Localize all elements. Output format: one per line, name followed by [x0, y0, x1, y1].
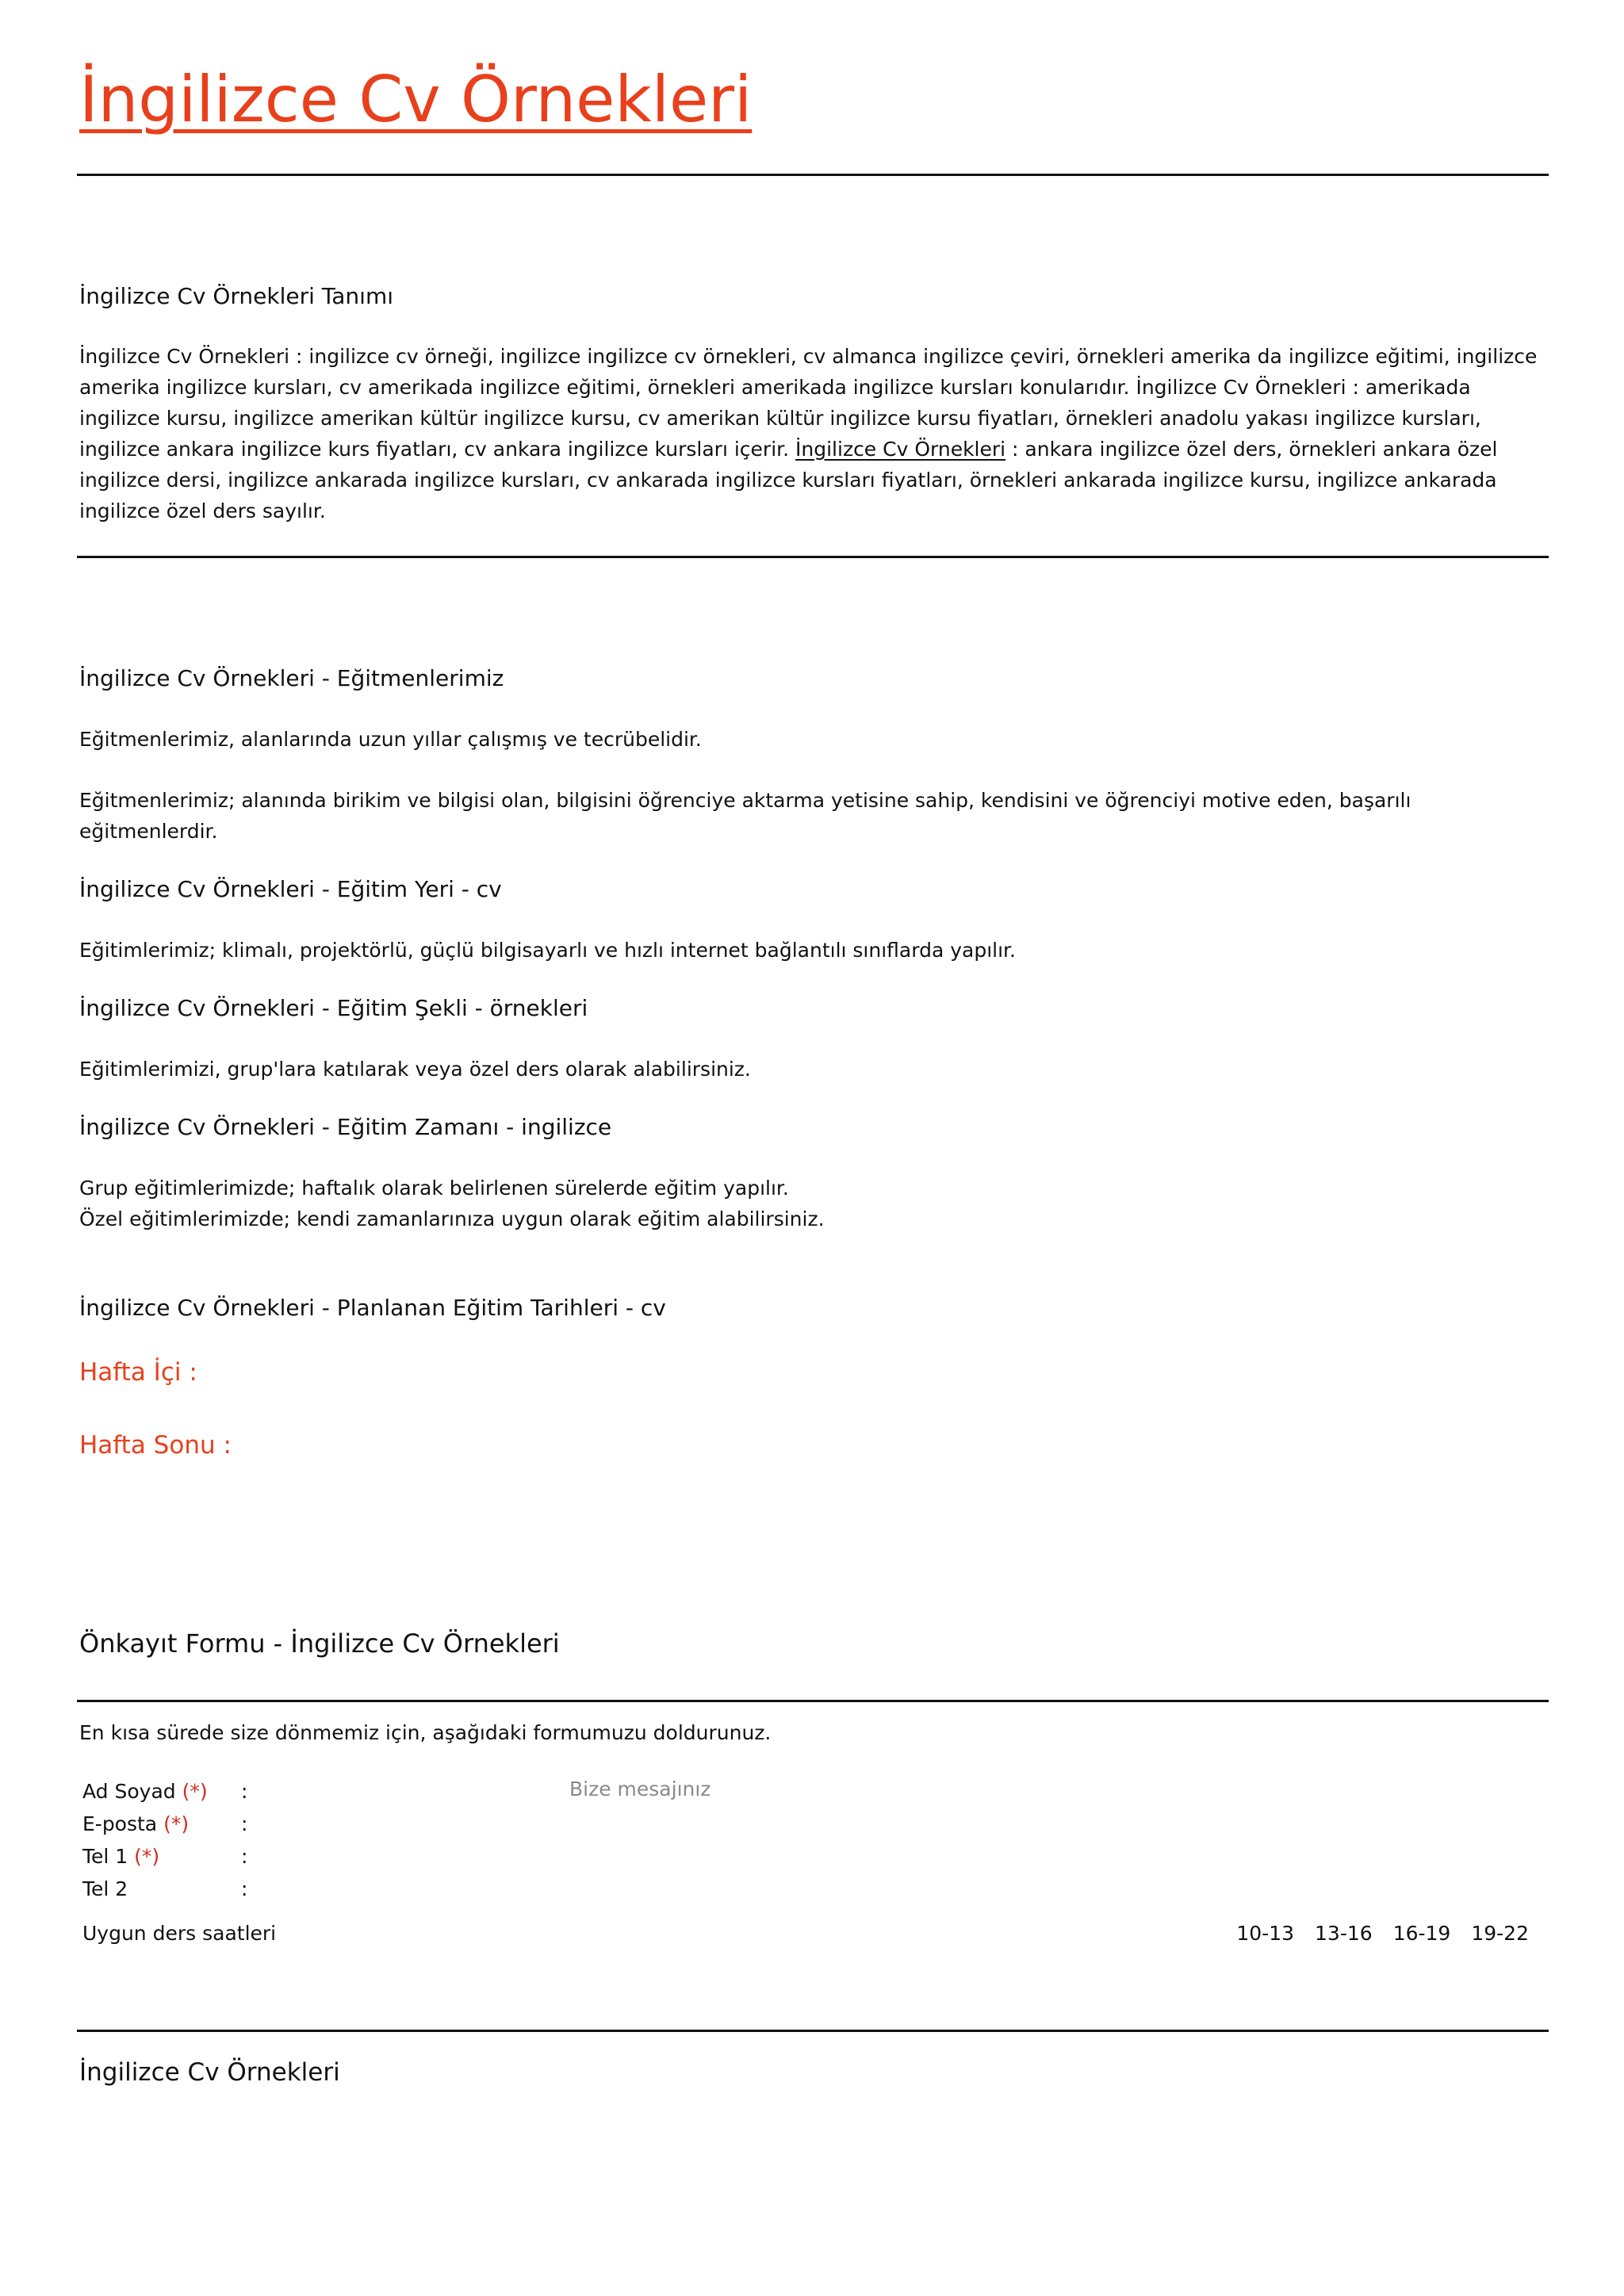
place-paragraph: Eğitimlerimiz; klimalı, projektörlü, güçlü bilgisayarlı ve hızlı internet bağlantılı sınıflarda yapılır.	[79, 939, 1016, 962]
page-title-link[interactable]: İngilizce Cv Örnekleri	[79, 63, 753, 136]
footer-text: İngilizce Cv Örnekleri	[79, 2058, 340, 2087]
colon: :	[241, 1812, 248, 1835]
time-paragraph-1: Grup eğitimlerimizde; haftalık olarak belirlenen sürelerde eğitim yapılır.	[79, 1177, 789, 1200]
tel1-input[interactable]	[254, 1843, 527, 1872]
time-heading: İngilizce Cv Örnekleri - Eğitim Zamanı - ingilizce	[79, 1114, 612, 1140]
required-mark: (*)	[182, 1780, 208, 1803]
name-input[interactable]	[254, 1778, 527, 1807]
hour-option-10-13[interactable]: 10-13	[1236, 1922, 1295, 1945]
hour-option-16-19[interactable]: 16-19	[1392, 1922, 1451, 1945]
required-mark: (*)	[163, 1812, 190, 1835]
trainers-paragraph-2: Eğitmenlerimiz; alanında birikim ve bilgisi olan, bilgisini öğrenciye aktarma yetisine sahip, kendisini ve öğrenciyi motive eden, başarılı eğitmenlerdir.	[79, 789, 1411, 843]
time-paragraph-2: Özel eğitimlerimizde; kendi zamanlarınıza uygun olarak eğitim alabilirsiniz.	[79, 1207, 825, 1230]
style-paragraph: Eğitimlerimizi, grup'lara katılarak veya özel ders olarak alabilirsiniz.	[79, 1058, 751, 1081]
definition-heading: İngilizce Cv Örnekleri Tanımı	[79, 283, 394, 309]
tel1-label: Tel 1 (*)	[82, 1845, 160, 1868]
dates-heading: İngilizce Cv Örnekleri - Planlanan Eğitim Tarihleri - cv	[79, 1295, 666, 1321]
email-input[interactable]	[254, 1811, 527, 1839]
form-title: Önkayıt Formu - İngilizce Cv Örnekleri	[79, 1628, 560, 1659]
colon: :	[241, 1845, 248, 1868]
style-heading: İngilizce Cv Örnekleri - Eğitim Şekli - örnekleri	[79, 995, 588, 1021]
trainers-heading: İngilizce Cv Örnekleri - Eğitmenlerimiz	[79, 665, 504, 691]
definition-paragraph	[79, 341, 1538, 526]
hours-options	[1236, 1920, 1529, 1947]
tel2-label: Tel 2	[82, 1877, 128, 1900]
definition-text-1: İngilizce Cv Örnekleri : ingilizce cv örneği, ingilizce ingilizce cv örnekleri, cv almanca ingilizce çeviri, örnekleri amerika da ingilizce eğitimi, ingilizce amerika ingilizce kursları, cv amerikada ingilizce eğitimi, örnekleri amerikada ingilizce kursları konularıdır. İngilizce Cv Örnekleri : amerikada ingilizce kursu, ingilizce amerikan kültür ingilizce kursu, cv amerikan kültür ingilizce kursu fiyatları, örnekleri anadolu yakası ingilizce kursları, ingilizce ankara ingilizce kurs fiyatları, cv ankara ingilizce kursları içerir.	[79, 345, 1538, 461]
required-mark: (*)	[134, 1845, 160, 1868]
divider	[77, 1700, 1549, 1702]
weekday-heading: Hafta İçi :	[79, 1358, 197, 1387]
place-heading: İngilizce Cv Örnekleri - Eğitim Yeri - cv	[79, 876, 502, 902]
hours-label: Uygun ders saatleri	[82, 1922, 277, 1945]
tel2-input[interactable]	[254, 1876, 527, 1904]
message-textarea[interactable]	[569, 1776, 1521, 1919]
hour-option-19-22[interactable]: 19-22	[1471, 1922, 1529, 1945]
hour-option-13-16[interactable]: 13-16	[1315, 1922, 1373, 1945]
form-intro: En kısa sürede size dönmemiz için, aşağıdaki formumuzu doldurunuz.	[79, 1721, 772, 1744]
name-label: Ad Soyad (*)	[82, 1780, 208, 1803]
divider	[77, 2030, 1549, 2032]
definition-link[interactable]: İngilizce Cv Örnekleri	[795, 438, 1006, 461]
colon: :	[241, 1877, 248, 1900]
trainers-paragraph-1: Eğitmenlerimiz, alanlarında uzun yıllar çalışmış ve tecrübelidir.	[79, 728, 702, 751]
weekend-heading: Hafta Sonu :	[79, 1431, 232, 1460]
colon: :	[241, 1780, 248, 1803]
definition-text-2: : ankara ingilizce özel ders, örnekleri ankara özel ingilizce dersi, ingilizce ankarada ingilizce kursları, cv ankarada ingilizce kursları fiyatları, örnekleri ankarada ingilizce kursu, ingilizce ankarada ingilizce özel ders sayılır.	[79, 438, 1498, 522]
email-label: E-posta (*)	[82, 1812, 190, 1835]
divider	[77, 556, 1549, 558]
divider	[77, 174, 1549, 176]
